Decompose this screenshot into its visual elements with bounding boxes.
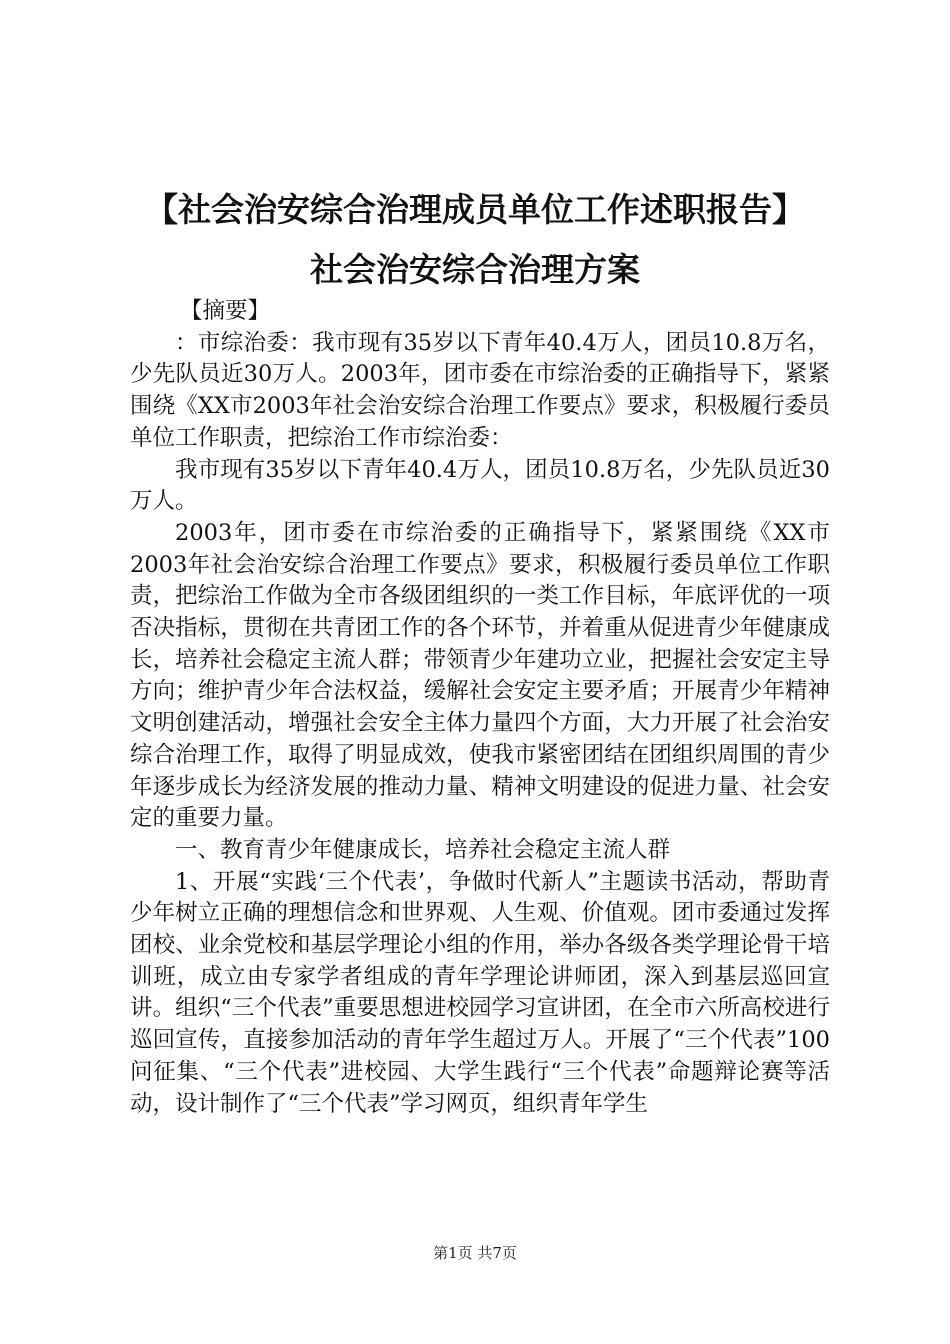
document-title-line1: 【社会治安综合治理成员单位工作述职报告】 xyxy=(145,190,805,229)
body-paragraph: 1、开展“实践‘三个代表’，争做时代新人”主题读书活动，帮助青少年树立正确的理想信念和世界观、人生观、价值观。团市委通过发挥团校、业余党校和基层学理论小组的作用，举办各级各类学理论骨干培训班，成立由专家学者组成的青年学理论讲师团，深入到基层巡回宣讲。组织“三个代表”重要思想进校园学习宣讲团，在全市六所高校进行巡回宣传，直接参加活动的青年学生超过万人。开展了“三个代表”100问征集、“三个代表”进校园、大学生践行“三个代表”命题辩论赛等活动，设计制作了“三个代表”学习网页，组织青年学生 xyxy=(130,868,830,1117)
page-number-footer: 第1页 共7页 xyxy=(433,1244,517,1262)
body-paragraph: 我市现有35岁以下青年40.4万人，团员10.8万名，少先队员近30万人。 xyxy=(130,456,830,515)
summary-paragraph: ：市综治委：我市现有35岁以下青年40.4万人，团员10.8万名，少先队员近30万人。2003年，团市委在市综治委的正确指导下，紧紧围绕《XX市2003年社会治安综合治理工作要点》要求，积极履行委员单位工作职责，把综治工作市综治委： xyxy=(130,329,830,451)
document-title-line2: 社会治安综合治理方案 xyxy=(310,250,640,289)
body-paragraph: 2003年，团市委在市综治委的正确指导下，紧紧围绕《XX市2003年社会治安综合治理工作要点》要求，积极履行委员单位工作职责，把综治工作做为全市各级团组织的一类工作目标，年底评优的一项否决指标，贯彻在共青团工作的各个环节，并着重从促进青少年健康成长，培养社会稳定主流人群；带领青少年建功立业，把握社会安定主导方向；维护青少年合法权益，缓解社会安定主要矛盾；开展青少年精神文明创建活动，增强社会安全主体力量四个方面，大力开展了社会治安综合治理工作，取得了明显成效，使我市紧密团结在团组织周围的青少年逐步成长为经济发展的推动力量、精神文明建设的促进力量、社会安定的重要力量。 xyxy=(130,519,830,832)
summary-label: 【摘要】 xyxy=(180,298,271,324)
document-body xyxy=(130,296,830,1120)
section-heading: 一、教育青少年健康成长，培养社会稳定主流人群 xyxy=(175,836,671,863)
